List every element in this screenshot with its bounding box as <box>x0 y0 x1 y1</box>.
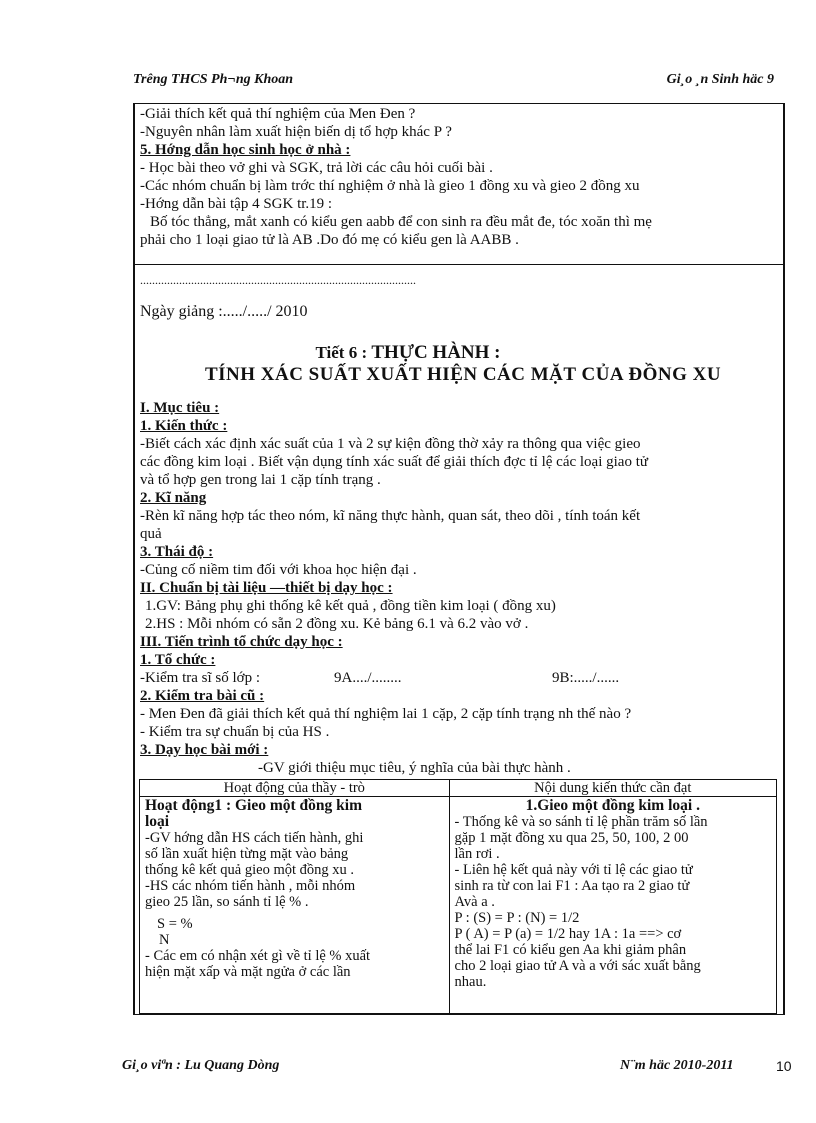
objectives-heading: I. Mục tiêu : <box>140 400 220 416</box>
process-heading: III. Tiến trình tổ chức dạy học : <box>140 634 343 650</box>
content-line: thể lai F1 có kiểu gen Aa khi giảm phân <box>454 942 687 958</box>
preparation-heading: II. Chuẩn bị tài liệu —thiết bị dạy học : <box>140 580 393 596</box>
content-line: nhau. <box>454 974 487 990</box>
table-header-content: Nội dung kiến thức cần đạt <box>449 780 776 797</box>
lesson-date: Ngày giảng :...../...../ 2010 <box>140 303 308 320</box>
knowledge-line-2: các đồng kim loại . Biết vận dụng tính xác suất để giải thích đợc tỉ lệ các loại giao tử <box>140 454 649 470</box>
question-2: -Nguyên nhân làm xuất hiện biến dị tổ hợp khác P ? <box>140 124 452 140</box>
activity-line: -GV hớng dẫn HS cách tiến hành, ghi <box>145 830 364 846</box>
activity-line: - Các em có nhận xét gì về tỉ lệ % xuất <box>145 948 371 964</box>
skills-line-1: -Rèn kĩ năng hợp tác theo nóm, kĩ năng thực hành, quan sát, theo dõi , tính toán kết <box>140 508 641 524</box>
lesson-intro: -GV giới thiệu mục tiêu, ý nghĩa của bài thực hành . <box>258 760 571 776</box>
content-line: Avà a . <box>454 894 495 910</box>
attitude-line-1: -Củng cố niềm tim đối với khoa học hiện đại . <box>140 562 417 578</box>
header-subject: Gi¸o ¸n Sinh häc 9 <box>666 72 774 87</box>
section-divider <box>133 264 783 265</box>
knowledge-line-1: -Biết cách xác định xác suất của 1 và 2 sự kiện đồng thờ xảy ra thông qua việc gieo <box>140 436 641 452</box>
class-9a: 9A..../........ <box>334 670 402 686</box>
ratio-formula <box>157 916 193 948</box>
lesson-tiet: Tiết 6 : <box>315 343 368 362</box>
table-header-row <box>140 780 777 797</box>
footer-teacher: Gi¸o viªn : Lu Quang Dòng <box>122 1058 280 1073</box>
activity-line: số lần xuất hiện từng mặt vào bảng <box>145 846 349 862</box>
activity-line: hiện mặt xấp và mặt ngửa ở các lần <box>145 964 351 980</box>
content-title: 1.Gieo một đồng kim loại . <box>525 797 700 814</box>
review-heading: 2. Kiểm tra bài cũ : <box>140 688 265 704</box>
homework-line-2: -Các nhóm chuẩn bị làm trớc thí nghiệm ở nhà là gieo 1 đồng xu và gieo 2 đồng xu <box>140 178 640 194</box>
lesson-title: TÍNH XÁC SUẤT XUẤT HIỆN CÁC MẶT CỦA ĐỒNG XU <box>204 364 722 385</box>
attendance-label: -Kiểm tra sĩ số lớp : <box>140 670 260 686</box>
knowledge-heading: 1. Kiến thức : <box>140 418 228 434</box>
page-number: 10 <box>776 1058 792 1074</box>
skills-line-2: quả <box>140 526 162 542</box>
homework-line-5: phải cho 1 loại giao tử là AB .Do đó mẹ có kiểu gen là AABB . <box>140 232 519 248</box>
content-line: sinh ra từ con lai F1 : Aa tạo ra 2 giao tử <box>454 878 690 894</box>
skills-heading: 2. Kĩ năng <box>140 490 207 506</box>
ratio-denominator: N <box>159 932 170 948</box>
review-line-2: - Kiểm tra sự chuẩn bị của HS . <box>140 724 330 740</box>
class-9b: 9B:...../...... <box>552 670 620 686</box>
header-school: Trêng THCS Ph¬ng Khoan <box>133 72 294 87</box>
activity-line: -HS các nhóm tiến hành , mỗi nhóm <box>145 878 356 894</box>
attitude-heading: 3. Thái độ : <box>140 544 214 560</box>
content-line: - Liên hệ kết quả này với tỉ lệ các giao tử <box>454 862 693 878</box>
activity-line: gieo 25 lần, so sánh tỉ lệ % . <box>145 894 309 910</box>
content-cell <box>449 797 776 1014</box>
preparation-gv: 1.GV: Bảng phụ ghi thống kê kết quả , đồng tiền kim loại ( đồng xu) <box>145 598 556 614</box>
homework-line-3: -Hớng dẫn bài tập 4 SGK tr.19 : <box>140 196 333 212</box>
homework-line-1: - Học bài theo vở ghi và SGK, trả lời các câu hỏi cuối bài . <box>140 160 493 176</box>
content-line: lần rơi . <box>454 846 500 862</box>
content-line: gặp 1 mặt đồng xu qua 25, 50, 100, 2 00 <box>454 830 689 846</box>
activity-title: Hoạt động1 : Gieo một đồng kim loại <box>145 797 363 830</box>
footer-year: N¨m häc 2010-2011 <box>620 1058 734 1073</box>
content-line: P : (S) = P : (N) = 1/2 <box>454 910 580 926</box>
ratio-numerator: S = % <box>157 916 193 932</box>
content-line: P ( A) = P (a) = 1/2 hay 1A : 1a ==> cơ <box>454 926 682 942</box>
homework-line-4: Bố tóc thẳng, mắt xanh có kiểu gen aabb để con sinh ra đều mắt đe, tóc xoăn thì mẹ <box>150 214 652 230</box>
question-1: -Giải thích kết quả thí nghiệm của Men Đen ? <box>140 106 416 122</box>
activity-cell <box>140 797 450 1014</box>
preparation-hs: 2.HS : Mỗi nhóm có sẵn 2 đồng xu. Kẻ bảng 6.1 và 6.2 vào vở . <box>145 616 529 632</box>
new-lesson-heading: 3. Dạy học bài mới : <box>140 742 269 758</box>
table-header-activity: Hoạt động của thầy - trò <box>140 780 450 797</box>
lesson-table <box>139 779 777 1014</box>
lesson-type: THỰC HÀNH : <box>371 342 501 363</box>
review-line-1: - Men Đen đã giải thích kết quả thí nghiệm lai 1 cặp, 2 cặp tính trạng nh thế nào ? <box>140 706 632 722</box>
lesson-number <box>0 342 816 364</box>
organization-heading: 1. Tổ chức : <box>140 652 216 668</box>
activity-line: thống kê kết quả gieo một đồng xu . <box>145 862 355 878</box>
table-row <box>140 797 777 1014</box>
dotted-separator: ............................................................................................ <box>140 273 416 287</box>
content-line: cho 2 loại giao tử A và a với sác xuất bằng <box>454 958 701 974</box>
content-line: - Thống kê và so sánh tỉ lệ phần trăm số lần <box>454 814 708 830</box>
knowledge-line-3: và tổ hợp gen trong lai 1 cặp tính trạng . <box>140 472 381 488</box>
homework-heading: 5. Hớng dẫn học sinh học ở nhà : <box>140 142 351 158</box>
